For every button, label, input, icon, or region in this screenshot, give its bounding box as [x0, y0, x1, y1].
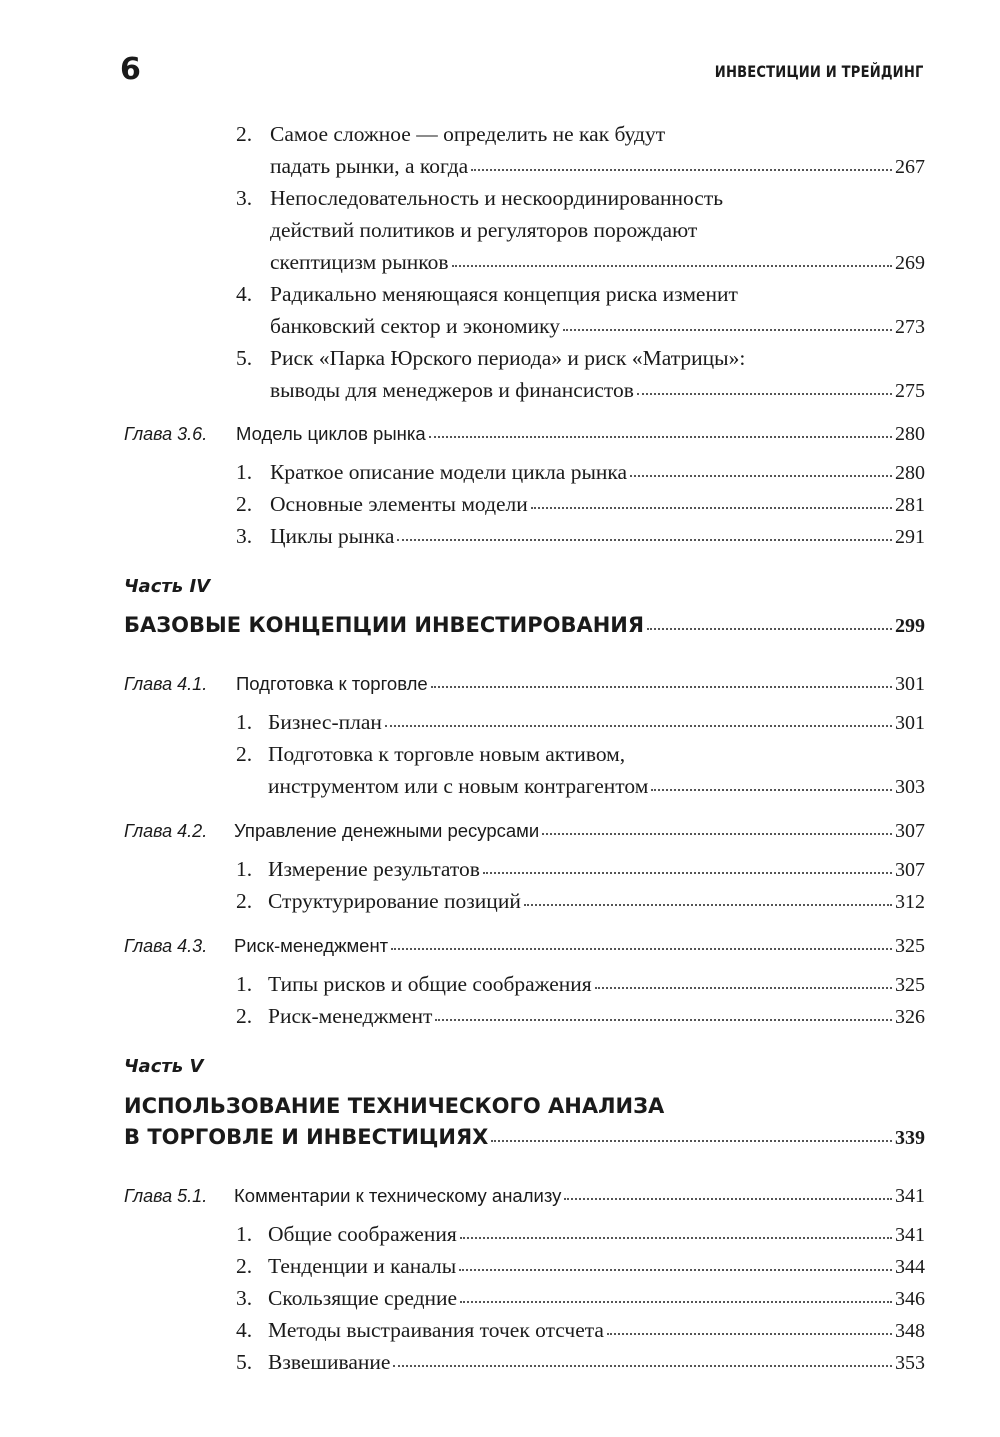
section-number: 3.	[236, 186, 253, 210]
toc-entry[interactable]	[270, 314, 925, 339]
chapter-title: Модель циклов рынка	[236, 423, 426, 444]
chapter-title: Риск-менеджмент	[234, 935, 389, 956]
dot-leader	[651, 789, 892, 791]
section-number: 2.	[236, 1254, 253, 1278]
page-ref: 280	[895, 462, 925, 484]
page-ref: 325	[895, 974, 925, 996]
toc-chapter-entry[interactable]	[236, 673, 925, 696]
toc-entry[interactable]	[270, 154, 925, 179]
toc-entry[interactable]	[268, 857, 925, 882]
toc-entry[interactable]	[268, 1254, 925, 1279]
section-title: падать рынки, а когда	[270, 154, 469, 178]
dot-leader	[397, 539, 892, 541]
chapter-title: Подготовка к торговле	[236, 673, 428, 694]
chapter-label: Глава 4.1.	[124, 674, 208, 694]
dot-leader	[431, 686, 892, 688]
section-title: Тенденции и каналы	[268, 1254, 457, 1278]
toc-entry[interactable]	[268, 1222, 925, 1247]
toc-entry[interactable]	[270, 492, 925, 517]
chapter-title: Комментарии к техническому анализу	[234, 1185, 562, 1206]
section-number: 1.	[236, 460, 253, 484]
dot-leader	[391, 948, 892, 950]
section-title: Методы выстраивания точек отсчета	[268, 1318, 604, 1342]
dot-leader	[435, 1019, 892, 1021]
section-title-line: Самое сложное — определить не как будут	[270, 122, 666, 146]
part-title: БАЗОВЫЕ КОНЦЕПЦИИ ИНВЕСТИРОВАНИЯ	[124, 613, 645, 637]
section-number: 5.	[236, 1350, 253, 1374]
dot-leader	[595, 987, 892, 989]
page-ref: 291	[895, 526, 925, 548]
toc-entry[interactable]	[268, 1004, 925, 1029]
toc-entry[interactable]	[268, 1286, 925, 1311]
dot-leader	[637, 393, 892, 395]
dot-leader	[429, 436, 892, 438]
dot-leader	[459, 1269, 892, 1271]
section-title-line: действий политиков и регуляторов порождают	[270, 218, 698, 242]
section-number: 2.	[236, 1004, 253, 1028]
dot-leader	[460, 1301, 892, 1303]
toc-part-entry[interactable]	[124, 1125, 925, 1150]
page-ref: 341	[895, 1224, 925, 1246]
section-title: Риск-менеджмент	[268, 1004, 433, 1028]
page-ref: 281	[895, 494, 925, 516]
section-title: Структурирование позиций	[268, 889, 521, 913]
toc-chapter-entry[interactable]	[234, 820, 925, 843]
chapter-title: Управление денежными ресурсами	[234, 820, 540, 841]
page-ref: 269	[895, 252, 925, 274]
page-ref: 353	[895, 1352, 925, 1374]
section-title: Краткое описание модели цикла рынка	[270, 460, 628, 484]
section-title-line: Непоследовательность и нескоординированность	[270, 186, 724, 210]
page-ref: 339	[895, 1127, 925, 1149]
section-number: 4.	[236, 282, 253, 306]
section-title: Бизнес-план	[268, 710, 382, 734]
running-title: ИНВЕСТИЦИИ И ТРЕЙДИНГ	[714, 62, 923, 81]
dot-leader	[483, 872, 892, 874]
section-number: 4.	[236, 1318, 253, 1342]
page-ref: 307	[895, 859, 925, 881]
section-number: 2.	[236, 492, 253, 516]
page-ref: 303	[895, 776, 925, 798]
toc-entry[interactable]	[268, 1350, 925, 1375]
dot-leader	[452, 265, 892, 267]
section-number: 2.	[236, 122, 253, 146]
dot-leader	[564, 1198, 892, 1200]
page-ref: 346	[895, 1288, 925, 1310]
page-number: 6	[120, 52, 141, 87]
section-title: Взвешивание	[268, 1350, 391, 1374]
section-title: банковский сектор и экономику	[270, 314, 561, 338]
part-label: Часть IV	[124, 576, 211, 597]
part-label: Часть V	[124, 1056, 204, 1077]
toc-entry[interactable]	[270, 378, 925, 403]
page-ref: 325	[895, 935, 925, 957]
toc-chapter-entry[interactable]	[234, 935, 925, 958]
page-ref: 326	[895, 1006, 925, 1028]
chapter-label: Глава 3.6.	[124, 424, 208, 444]
section-number: 1.	[236, 972, 253, 996]
toc-entry[interactable]	[268, 774, 925, 799]
dot-leader	[393, 1365, 892, 1367]
toc-chapter-entry[interactable]	[236, 423, 925, 446]
page-ref: 341	[895, 1185, 925, 1207]
page-ref: 280	[895, 423, 925, 445]
dot-leader	[630, 475, 892, 477]
dot-leader	[607, 1333, 892, 1335]
page-ref: 299	[895, 615, 925, 637]
dot-leader	[491, 1140, 892, 1142]
dot-leader	[531, 507, 892, 509]
toc-entry[interactable]	[268, 972, 925, 997]
section-number: 1.	[236, 1222, 253, 1246]
toc-entry[interactable]	[270, 460, 925, 485]
section-number: 5.	[236, 346, 253, 370]
section-number: 2.	[236, 742, 253, 766]
toc-chapter-entry[interactable]	[234, 1185, 925, 1208]
page-ref: 307	[895, 820, 925, 842]
chapter-label: Глава 4.3.	[124, 936, 208, 956]
dot-leader	[542, 833, 892, 835]
page-ref: 273	[895, 316, 925, 338]
section-title-line: Радикально меняющаяся концепция риска изменит	[270, 282, 738, 306]
section-number: 1.	[236, 710, 253, 734]
dot-leader	[563, 329, 892, 331]
part-title: В ТОРГОВЛЕ И ИНВЕСТИЦИЯХ	[124, 1125, 489, 1149]
section-title: Типы рисков и общие соображения	[268, 972, 592, 996]
section-title: Измерение результатов	[268, 857, 480, 881]
section-number: 3.	[236, 524, 253, 548]
page-ref: 348	[895, 1320, 925, 1342]
page-ref: 275	[895, 380, 925, 402]
page-ref: 301	[895, 673, 925, 695]
section-number: 3.	[236, 1286, 253, 1310]
page-ref: 344	[895, 1256, 925, 1278]
toc-entry[interactable]	[268, 889, 925, 914]
part-title-line: ИСПОЛЬЗОВАНИЕ ТЕХНИЧЕСКОГО АНАЛИЗА	[124, 1094, 665, 1118]
section-title: выводы для менеджеров и финансистов	[270, 378, 634, 402]
section-number: 1.	[236, 857, 253, 881]
section-number: 2.	[236, 889, 253, 913]
section-title-line: Подготовка к торговле новым активом,	[268, 742, 626, 766]
toc-part-entry[interactable]	[124, 613, 925, 638]
page-ref: 301	[895, 712, 925, 734]
section-title: Скользящие средние	[268, 1286, 458, 1310]
section-title: Общие соображения	[268, 1222, 457, 1246]
toc-entry[interactable]	[268, 710, 925, 735]
section-title: инструментом или с новым контрагентом	[268, 774, 649, 798]
toc-entry[interactable]	[270, 250, 925, 275]
chapter-label: Глава 5.1.	[124, 1186, 208, 1206]
toc-entry[interactable]	[270, 524, 925, 549]
section-title-line: Риск «Парка Юрского периода» и риск «Матрицы»:	[270, 346, 746, 370]
dot-leader	[524, 904, 892, 906]
chapter-label: Глава 4.2.	[124, 821, 208, 841]
page-ref: 312	[895, 891, 925, 913]
toc-entry[interactable]	[268, 1318, 925, 1343]
section-title: Основные элементы модели	[270, 492, 528, 516]
section-title: Циклы рынка	[270, 524, 395, 548]
page-ref: 267	[895, 156, 925, 178]
dot-leader	[647, 628, 892, 630]
dot-leader	[471, 169, 892, 171]
dot-leader	[460, 1237, 892, 1239]
dot-leader	[385, 725, 892, 727]
section-title: скептицизм рынков	[270, 250, 449, 274]
